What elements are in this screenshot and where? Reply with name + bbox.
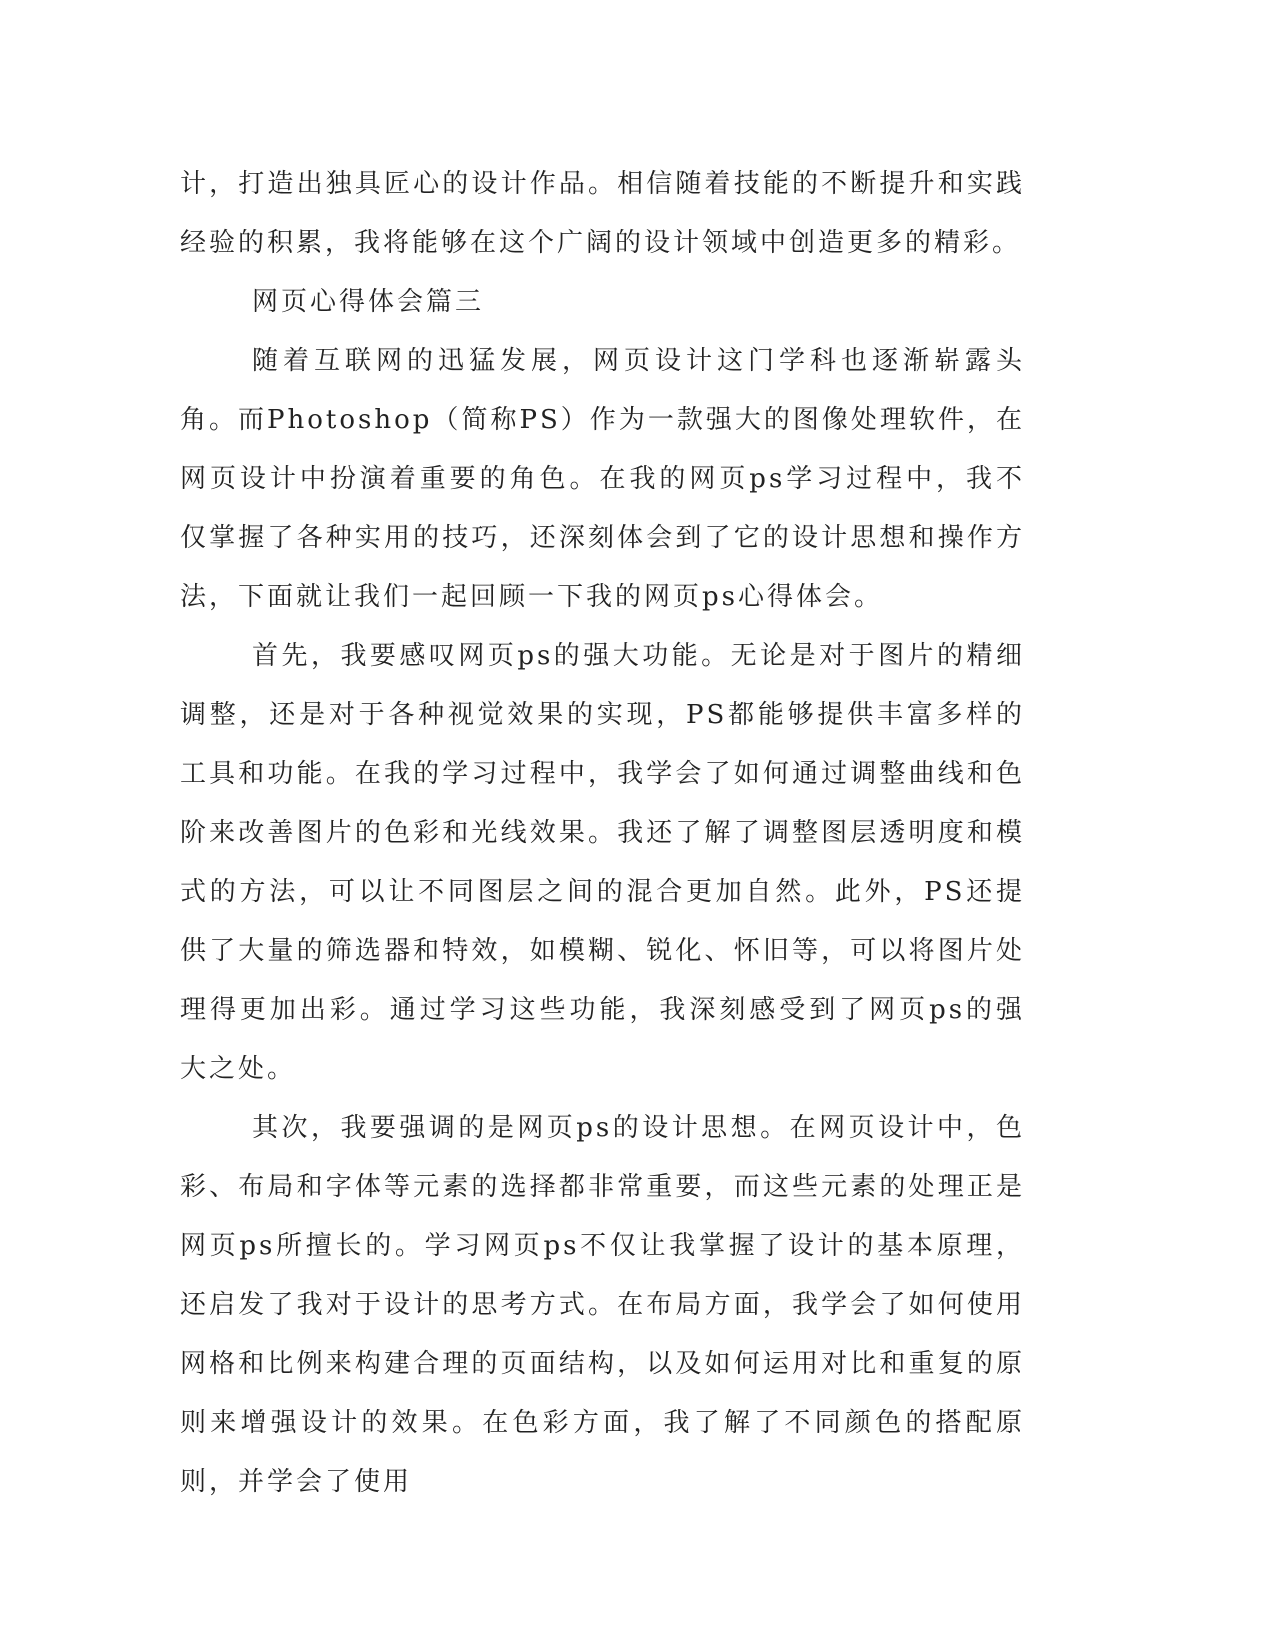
paragraph-continuation: 计，打造出独具匠心的设计作品。相信随着技能的不断提升和实践经验的积累，我将能够在这个广阔的设计领域中创造更多的精彩。	[180, 169, 1025, 258]
section-heading: 网页心得体会篇三	[252, 287, 485, 317]
paragraph-intro: 随着互联网的迅猛发展，网页设计这门学科也逐渐崭露头角。而Photoshop（简称PS）作为一款强大的图像处理软件，在网页设计中扮演着重要的角色。在我的网页ps学习过程中，我不仅掌握了各种实用的技巧，还深刻体会到了它的设计思想和操作方法，下面就让我们一起回顾一下我的网页ps心得体会。	[180, 346, 1025, 612]
document-body	[180, 155, 1025, 1512]
paragraph-second-point: 其次，我要强调的是网页ps的设计思想。在网页设计中，色彩、布局和字体等元素的选择都非常重要，而这些元素的处理正是网页ps所擅长的。学习网页ps不仅让我掌握了设计的基本原理，还启发了我对于设计的思考方式。在布局方面，我学会了如何使用网格和比例来构建合理的页面结构，以及如何运用对比和重复的原则来增强设计的效果。在色彩方面，我了解了不同颜色的搭配原则，并学会了使用	[180, 1113, 1025, 1497]
paragraph-first-point: 首先，我要感叹网页ps的强大功能。无论是对于图片的精细调整，还是对于各种视觉效果的实现，PS都能够提供丰富多样的工具和功能。在我的学习过程中，我学会了如何通过调整曲线和色阶来改善图片的色彩和光线效果。我还了解了调整图层透明度和模式的方法，可以让不同图层之间的混合更加自然。此外，PS还提供了大量的筛选器和特效，如模糊、锐化、怀旧等，可以将图片处理得更加出彩。通过学习这些功能，我深刻感受到了网页ps的强大之处。	[180, 641, 1025, 1084]
